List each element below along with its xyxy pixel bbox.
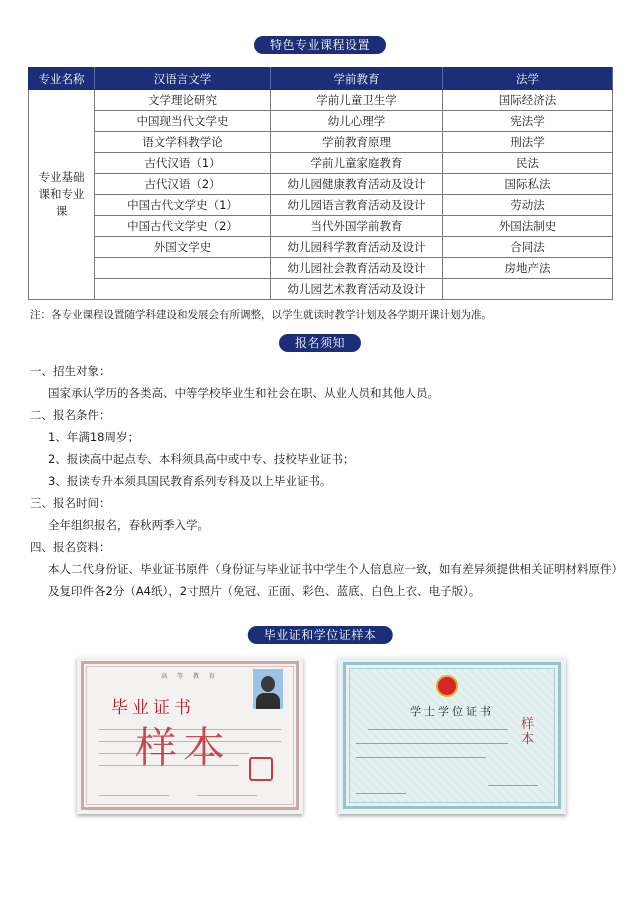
- table-row: [29, 153, 613, 174]
- table-row: [29, 258, 613, 279]
- table-cell: 外国文学史: [95, 237, 271, 258]
- table-cell: 幼儿园语言教育活动及设计: [271, 195, 443, 216]
- s4-text: 本人二代身份证、毕业证书原件（身份证与毕业证书中学生个人信息应一致，如有差异须提供相关证明材料原件）及复印件各2分（A4纸），2寸照片（免冠、正面、彩色、蓝底、白色上衣、电子版）。: [48, 562, 618, 598]
- table-note: 注：各专业课程设置随学科建设和发展会有所调整，以学生就读时教学计划及各学期开课计划为准。: [30, 309, 492, 321]
- text-line: [356, 757, 486, 758]
- table-row: [29, 174, 613, 195]
- table-cell: 中国古代文学史（1）: [95, 195, 271, 216]
- header-cell: 汉语言文学: [95, 68, 271, 90]
- table-cell: 学前儿童家庭教育: [271, 153, 443, 174]
- table-cell: 宪法学: [443, 111, 613, 132]
- table-row: [29, 237, 613, 258]
- s4-heading: 四、报名资料：: [30, 540, 111, 554]
- signup-section-title: 报名须知: [279, 334, 361, 352]
- table-cell: 中国古代文学史（2）: [95, 216, 271, 237]
- s1-text: 国家承认学历的各类高、中等学校毕业生和社会在职、从业人员和其他人员。: [48, 386, 439, 400]
- table-row: [29, 132, 613, 153]
- samples-section-title: 毕业证和学位证样本: [248, 626, 393, 644]
- table-cell: 学前教育原理: [271, 132, 443, 153]
- s3-text: 全年组织报名，春秋两季入学。: [48, 518, 209, 532]
- table-cell: 民法: [443, 153, 613, 174]
- seal-icon: [249, 757, 273, 781]
- table-cell: 房地产法: [443, 258, 613, 279]
- sample-stamp: 样本: [135, 723, 232, 772]
- text-line: [197, 795, 257, 796]
- student-photo: [253, 669, 283, 709]
- table-cell: [95, 279, 271, 300]
- table-cell: 学前儿童卫生学: [271, 90, 443, 111]
- table-cell: 幼儿园社会教育活动及设计: [271, 258, 443, 279]
- table-cell: 国际私法: [443, 174, 613, 195]
- table-cell: 幼儿园艺术教育活动及设计: [271, 279, 443, 300]
- table-row: [29, 90, 613, 111]
- table-cell: 劳动法: [443, 195, 613, 216]
- diploma-sample: [77, 657, 303, 814]
- table-cell: 古代汉语（1）: [95, 153, 271, 174]
- sample-stamp: 样本: [521, 717, 535, 747]
- s2-item: 1、年满18周岁；: [48, 430, 139, 444]
- header-cell: 专业名称: [29, 68, 95, 90]
- row-group-label: 专业基础课和专业课: [29, 90, 95, 300]
- table-header-row: [29, 68, 613, 90]
- course-table: [28, 67, 613, 300]
- s2-item: 2、报读高中起点专、本科须具高中或中专、技校毕业证书；: [48, 452, 355, 466]
- table-row: [29, 195, 613, 216]
- table-cell: 刑法学: [443, 132, 613, 153]
- national-emblem-icon: [436, 675, 458, 697]
- degree-sample: [338, 657, 566, 814]
- text-line: [368, 729, 508, 730]
- table-cell: [95, 258, 271, 279]
- s2-heading: 二、报名条件：: [30, 408, 111, 422]
- table-cell: 文学理论研究: [95, 90, 271, 111]
- table-body: [29, 90, 613, 300]
- table-cell: 幼儿园科学教育活动及设计: [271, 237, 443, 258]
- table-cell: 幼儿园健康教育活动及设计: [271, 174, 443, 195]
- courses-section-title: 特色专业课程设置: [254, 36, 386, 54]
- table-row: [29, 216, 613, 237]
- diploma-title: 毕业证书: [111, 698, 195, 718]
- s1-heading: 一、招生对象：: [30, 364, 111, 378]
- header-cell: 法学: [443, 68, 613, 90]
- s2-item: 3、报读专升本须具国民教育系列专科及以上毕业证书。: [48, 474, 332, 488]
- text-line: [356, 743, 508, 744]
- table-cell: 古代汉语（2）: [95, 174, 271, 195]
- diploma-header: 高 等 教 育: [161, 673, 219, 680]
- table-row: [29, 279, 613, 300]
- s3-heading: 三、报名时间：: [30, 496, 111, 510]
- table-cell: 幼儿心理学: [271, 111, 443, 132]
- header-cell: 学前教育: [271, 68, 443, 90]
- text-line: [356, 793, 406, 794]
- table-cell: 国际经济法: [443, 90, 613, 111]
- table-cell: 外国法制史: [443, 216, 613, 237]
- table-cell: 中国现当代文学史: [95, 111, 271, 132]
- table-cell: 当代外国学前教育: [271, 216, 443, 237]
- table-row: [29, 111, 613, 132]
- table-cell: [443, 279, 613, 300]
- table-cell: 语文学科教学论: [95, 132, 271, 153]
- degree-title: 学士学位证书: [410, 705, 494, 718]
- text-line: [99, 795, 169, 796]
- table-cell: 合同法: [443, 237, 613, 258]
- text-line: [488, 785, 538, 786]
